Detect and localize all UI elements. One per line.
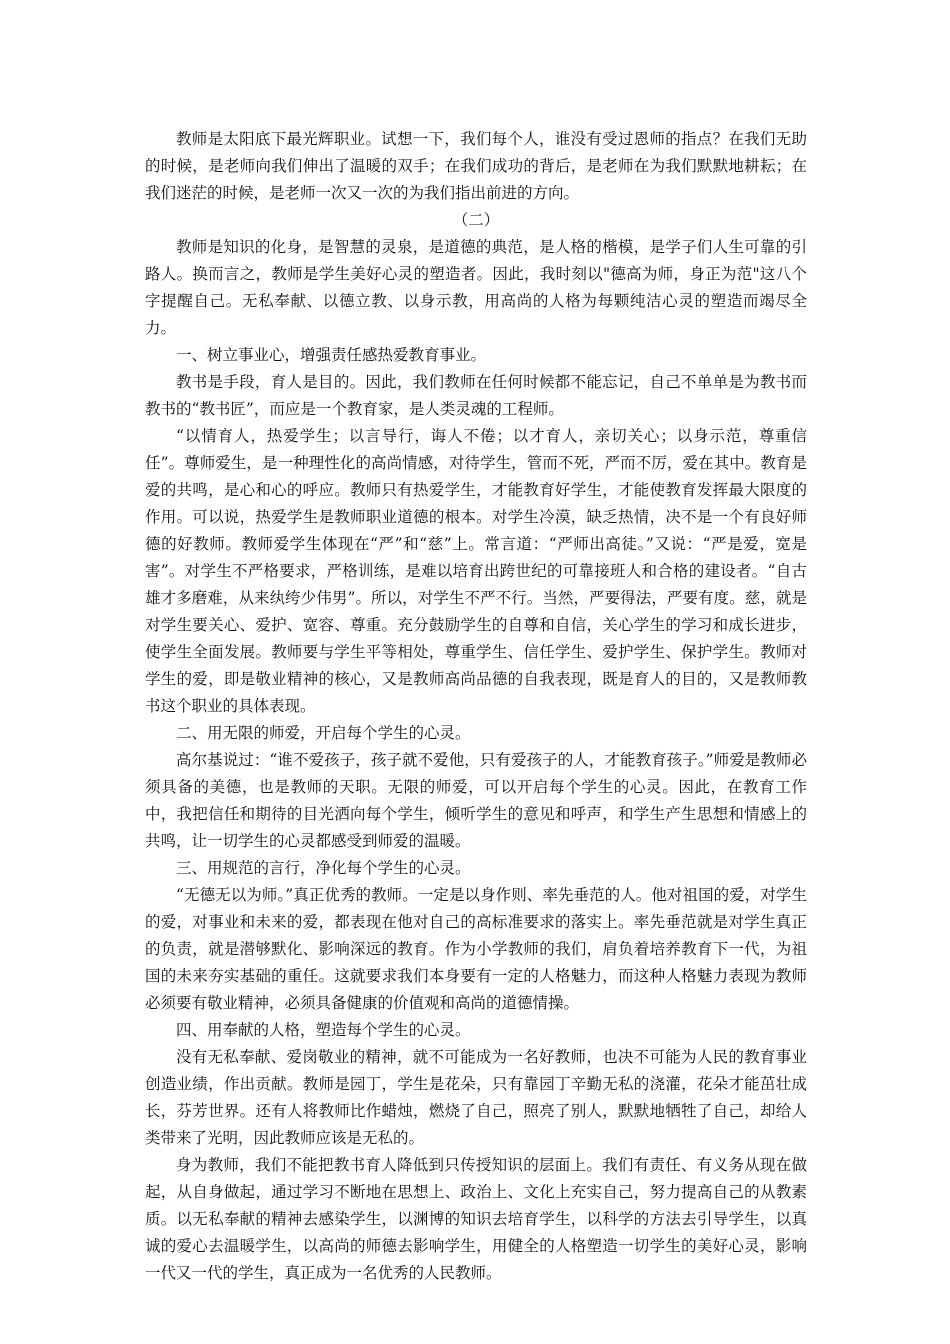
section-mark: （二） [452, 211, 500, 229]
document-page [145, 126, 807, 1287]
heading-three: 三、用规范的言行，净化每个学生的心灵。 [176, 859, 471, 877]
paragraph-dedication: 没有无私奉献、爱岗敬业的精神，就不可能成为一名好教师，也决不可能为人民的教育事业创造业绩，作出贡献。教师是园丁，学生是花朵，只有靠园丁辛勤无私的浇灌，花朵才能茁壮成长，芬芳世界。还有人将教师比作蜡烛，燃烧了自己，照亮了别人，默默地牺牲了自己，却给人类带来了光明，因此教师应该是无私的。 [145, 1048, 807, 1147]
paragraph-closing: 身为教师，我们不能把教书育人降低到只传授知识的层面上。我们有责任、有义务从现在做起，从自身做起，通过学习不断地在思想上、政治上、文化上充实自己，努力提高自己的从教素质。以无私奉献的精神去感染学生，以渊博的知识去培育学生，以科学的方法去引导学生，以真诚的爱心去温暖学生，以高尚的师德去影响学生，用健全的人格塑造一切学生的美好心灵，影响一代又一代的学生，真正成为一名优秀的人民教师。 [145, 1156, 807, 1282]
paragraph-teacher-role: 教师是知识的化身，是智慧的灵泉，是道德的典范，是人格的楷模，是学子们人生可靠的引路人。换而言之，教师是学生美好心灵的塑造者。因此，我时刻以"德高为师，身正为范"这八个字提醒自己。无私奉献、以德立教、以身示教，用高尚的人格为每颗纯洁心灵的塑造而竭尽全力。 [145, 238, 807, 337]
heading-four: 四、用奉献的人格，塑造每个学生的心灵。 [176, 1021, 471, 1039]
heading-two: 二、用无限的师爱，开启每个学生的心灵。 [176, 724, 471, 742]
paragraph-love-students: “以情育人，热爱学生；以言导行，诲人不倦；以才育人，亲切关心；以身示范，尊重信任”。尊师爱生，是一种理性化的高尚情感，对待学生，管而不死，严而不厉，爱在其中。教育是爱的共鸣，是心和心的呼应。教师只有热爱学生，才能教育好学生，才能使教育发挥最大限度的作用。可以说，热爱学生是教师职业道德的根本。对学生冷漠，缺乏热情，决不是一个有良好师德的好教师。教师爱学生体现在“严”和“慈”上。常言道：“严师出高徒。”又说：“严是爱，宽是害”。对学生不严格要求，严格训练，是难以培育出跨世纪的可靠接班人和合格的建设者。“自古雄才多磨难，从来纨绔少伟男”。所以，对学生不严不行。当然，严要得法，严要有度。慈，就是对学生要关心、爱护、宽容、尊重。充分鼓励学生的自尊和自信，关心学生的学习和成长进步，使学生全面发展。教师要与学生平等相处，尊重学生、信任学生、爱护学生、保护学生。教师对学生的爱，即是敬业精神的核心，又是教师高尚品德的自我表现，既是育人的目的，又是教师教书这个职业的具体表现。 [145, 427, 807, 715]
paragraph-virtue: “无德无以为师。”真正优秀的教师。一定是以身作则、率先垂范的人。他对祖国的爱，对学生的爱，对事业和未来的爱，都表现在他对自己的高标准要求的落实上。率先垂范就是对学生真正的负责，就是潜够默化、影响深远的教育。作为小学教师的我们，肩负着培养教育下一代，为祖国的未来夯实基础的重任。这就要求我们本身要有一定的人格魅力，而这种人格魅力表现为教师必须要有敬业精神，必须具备健康的价值观和高尚的道德情操。 [145, 886, 807, 1012]
paragraph-intro: 教师是太阳底下最光辉职业。试想一下，我们每个人，谁没有受过恩师的指点？在我们无助的时候，是老师向我们伸出了温暖的双手；在我们成功的背后，是老师在为我们默默地耕耘；在我们迷茫的时候，是老师一次又一次的为我们指出前进的方向。 [145, 130, 807, 202]
heading-one: 一、树立事业心，增强责任感热爱教育事业。 [176, 346, 487, 364]
paragraph-gorky: 高尔基说过：“谁不爱孩子，孩子就不爱他，只有爱孩子的人，才能教育孩子。”师爱是教师必须具备的美德，也是教师的天职。无限的师爱，可以开启每个学生的心灵。因此，在教育工作中，我把信任和期待的目光洒向每个学生，倾听学生的意见和呼声，和学生产生思想和情感上的共鸣，让一切学生的心灵都感受到师爱的温暖。 [145, 751, 807, 850]
paragraph-teaching-means: 教书是手段，育人是目的。因此，我们教师在任何时候都不能忘记，自己不单单是为教书而教书的“教书匠”，而应是一个教育家，是人类灵魂的工程师。 [145, 373, 807, 418]
